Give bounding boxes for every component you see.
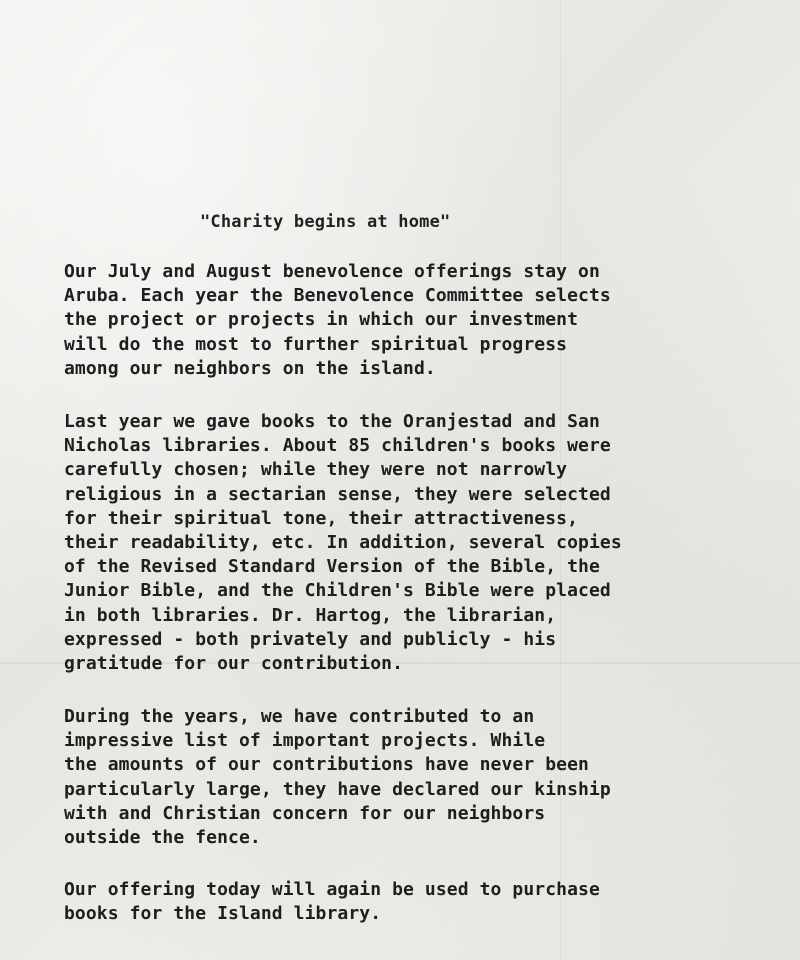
text-line: religious in a sectarian sense, they were selected xyxy=(64,483,611,505)
text-line: Nicholas libraries. About 85 children's books were xyxy=(64,435,611,457)
paragraph-aruba-offerings xyxy=(64,260,611,381)
document-title: "Charity begins at home" xyxy=(200,212,451,232)
text-line: among our neighbors on the island. xyxy=(64,357,436,379)
paragraph-contributions-history xyxy=(64,705,611,850)
text-line: During the years, we have contributed to an xyxy=(64,706,535,727)
text-line: impressive list of important projects. While xyxy=(64,730,546,752)
text-line: Our offering today will again be used to purchase xyxy=(64,879,600,900)
text-line: Junior Bible, and the Children's Bible were placed xyxy=(64,580,611,602)
text-line: the project or projects in which our investment xyxy=(64,309,579,331)
text-line: expressed - both privately and publicly - his xyxy=(64,628,557,650)
text-line: Aruba. Each year the Benevolence Committee selects xyxy=(64,285,611,307)
text-line: for their spiritual tone, their attractiveness, xyxy=(64,507,579,529)
text-line: gratitude for our contribution. xyxy=(64,653,404,675)
text-line: the amounts of our contributions have never been xyxy=(64,754,589,776)
text-line: books for the Island library. xyxy=(64,903,382,925)
text-line: carefully chosen; while they were not narrowly xyxy=(64,459,568,481)
text-line: with and Christian concern for our neighbors xyxy=(64,802,546,824)
text-line: particularly large, they have declared our kinship xyxy=(64,778,611,800)
text-line: Our July and August benevolence offerings stay on xyxy=(64,261,600,282)
text-line: will do the most to further spiritual progress xyxy=(64,333,568,355)
text-line: their readability, etc. In addition, several copies xyxy=(64,532,622,554)
text-line: Last year we gave books to the Oranjestad and San xyxy=(64,411,600,432)
text-line: in both libraries. Dr. Hartog, the librarian, xyxy=(64,604,557,626)
text-line: outside the fence. xyxy=(64,827,261,849)
paragraph-last-year-books xyxy=(64,410,622,676)
text-line: of the Revised Standard Version of the Bible, the xyxy=(64,556,600,578)
paragraph-today-offering xyxy=(64,878,600,926)
